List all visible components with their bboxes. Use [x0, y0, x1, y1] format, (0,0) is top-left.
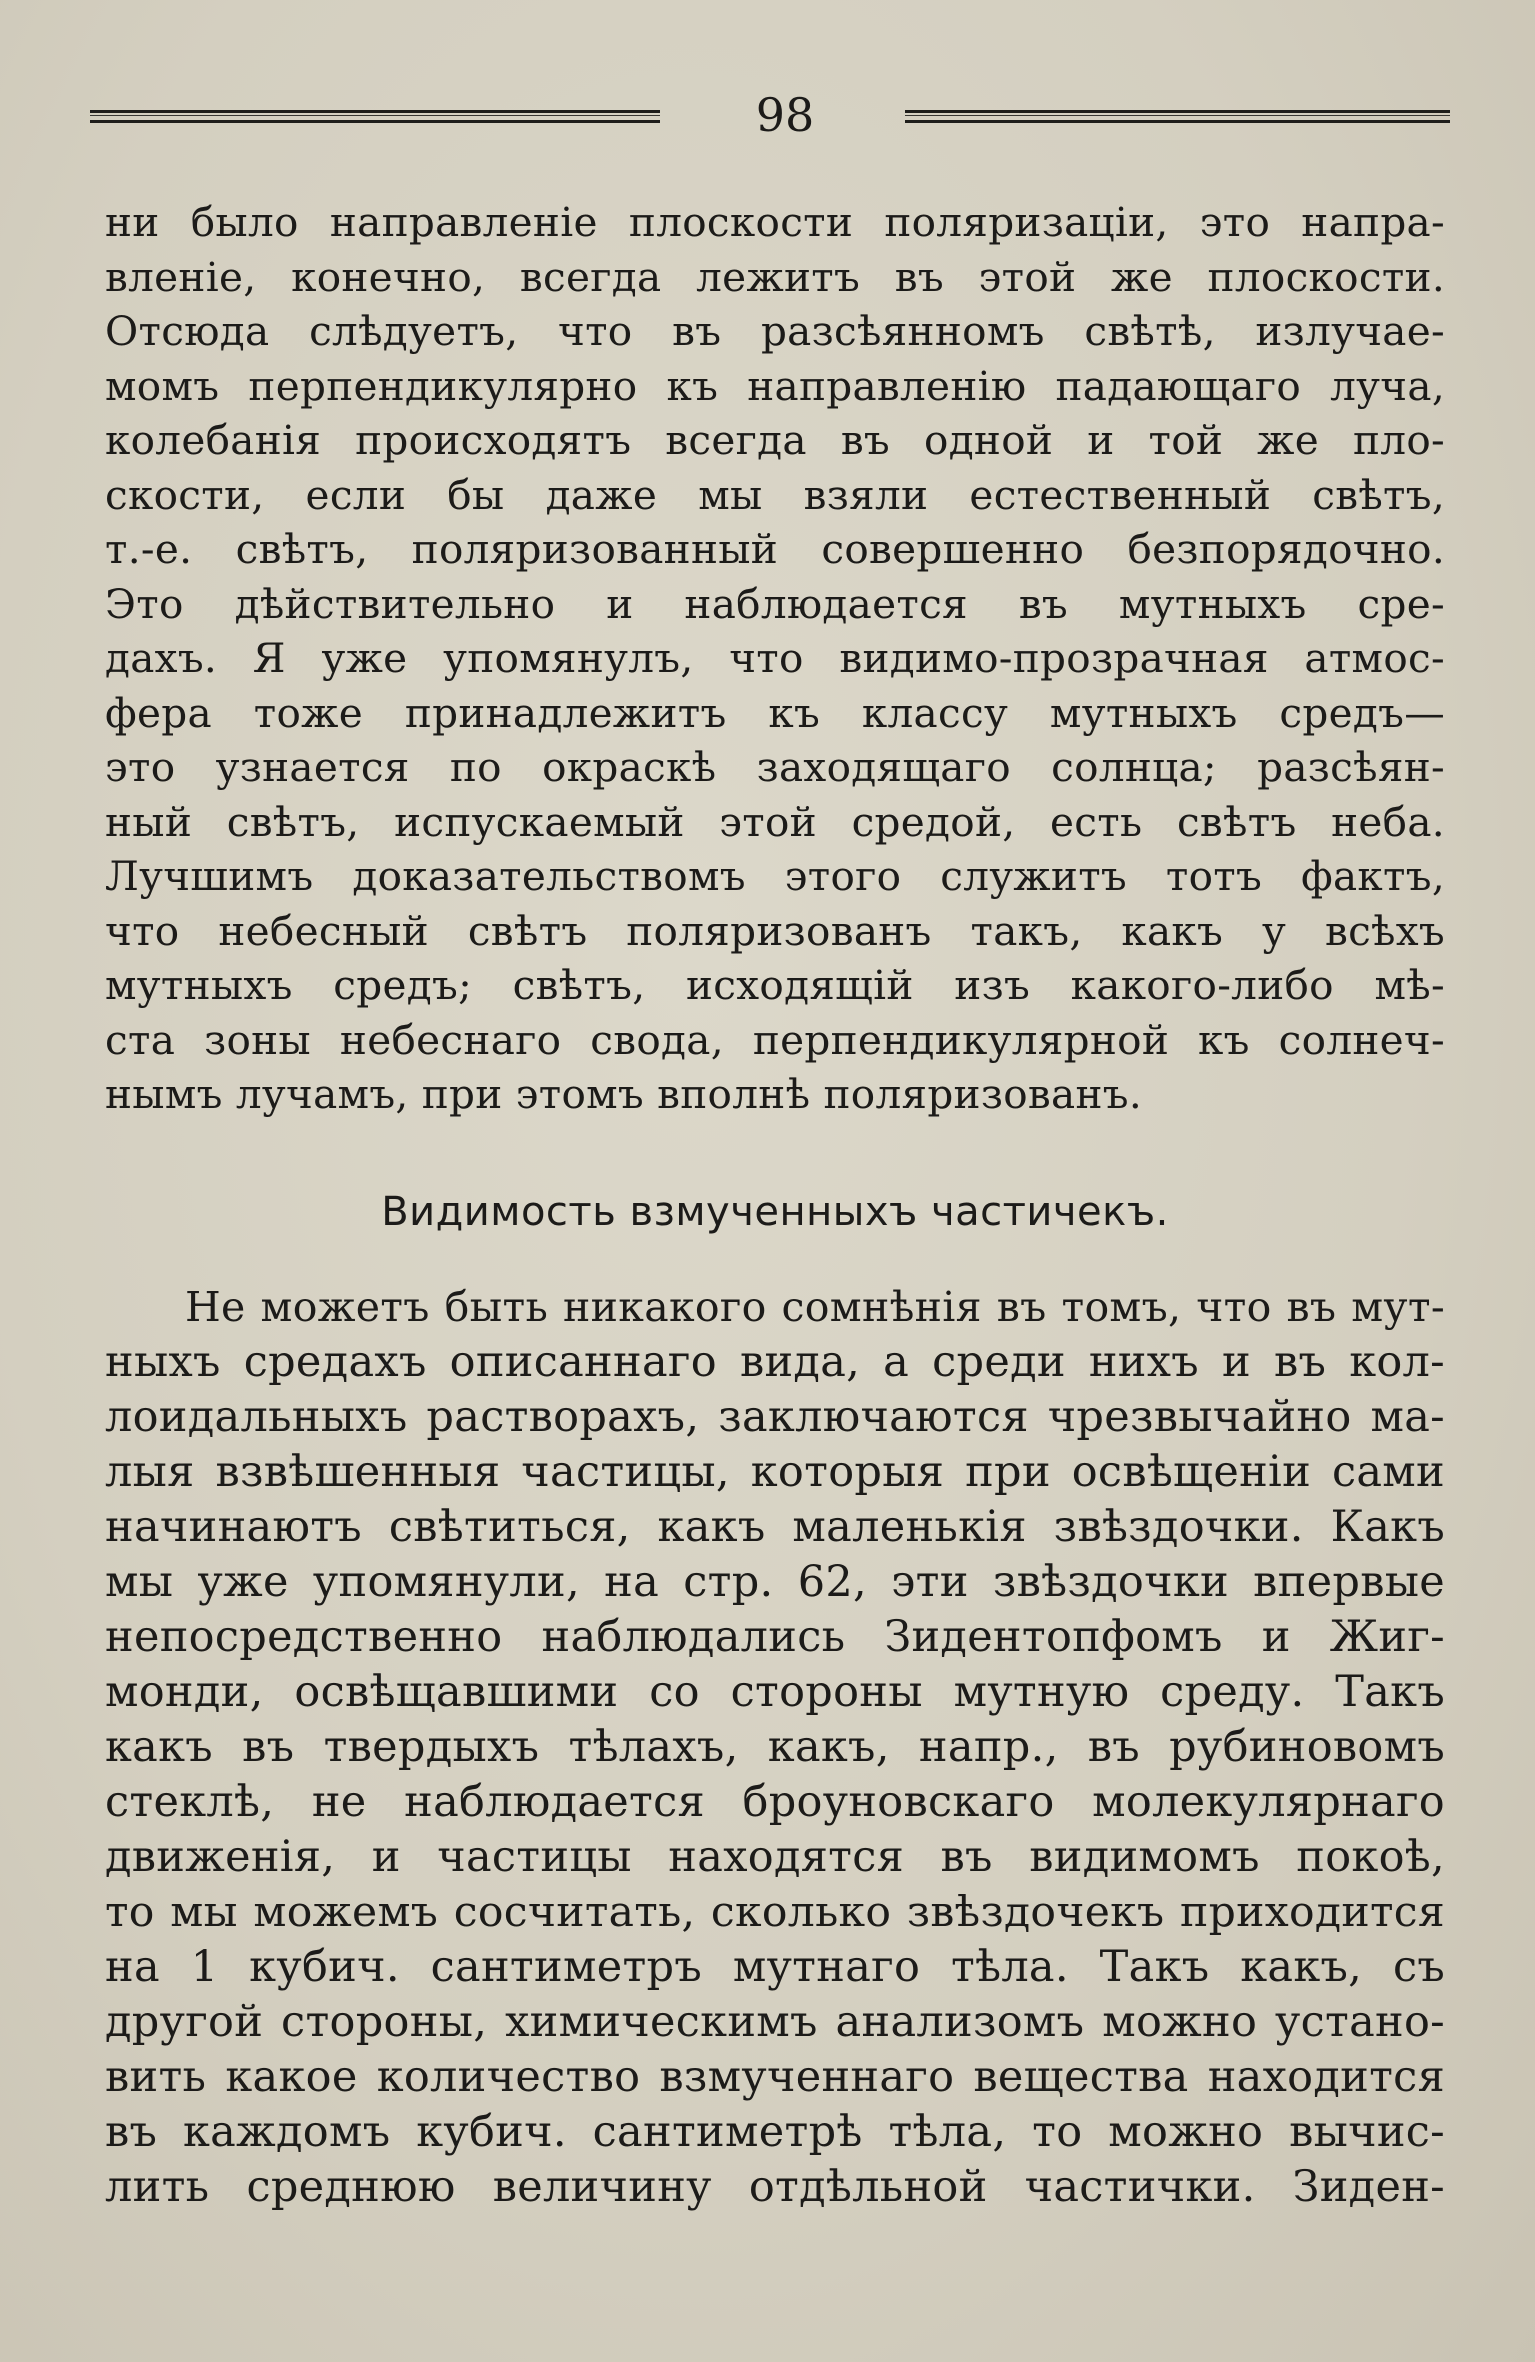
text-line: что небесный свѣтъ поляризованъ такъ, какъ у всѣхъ	[105, 906, 1445, 955]
text-line: Лучшимъ доказательствомъ этого служитъ тотъ фактъ,	[105, 852, 1445, 900]
text-line: движенія, и частицы находятся въ видимомъ покоѣ,	[105, 1832, 1445, 1882]
text-line: ныхъ средахъ описаннаго вида, а среди нихъ и въ кол-	[105, 1337, 1445, 1387]
text-line: скости, если бы даже мы взяли естественный свѣтъ,	[105, 470, 1445, 519]
text-line: вить какое количество взмученнаго вещества находится	[105, 2052, 1445, 2102]
header-rule-right	[905, 110, 1450, 123]
text-line: ный свѣтъ, испускаемый этой средой, есть свѣтъ неба.	[105, 797, 1445, 846]
text-line: мы уже упомянули, на стр. 62, эти звѣздочки впервые	[105, 1557, 1445, 1607]
text-line: лоидальныхъ растворахъ, заключаются чрезвычайно ма-	[105, 1392, 1445, 1442]
text-line: то мы можемъ сосчитать, сколько звѣздочекъ приходится	[105, 1888, 1445, 1937]
section-title: Видимость взмученныхъ частичекъ.	[381, 1189, 1169, 1235]
text-line: лить среднюю величину отдѣльной частички. Зиден-	[105, 2162, 1445, 2212]
text-line: въ каждомъ кубич. сантиметрѣ тѣла, то можно вычис-	[105, 2107, 1445, 2157]
text-line: Отсюда слѣдуетъ, что въ разсѣянномъ свѣтѣ, излучае-	[105, 307, 1445, 355]
text-line: это узнается по окраскѣ заходящаго солнца; разсѣян-	[105, 743, 1445, 791]
text-line: стеклѣ, не наблюдается броуновскаго молекулярнаго	[105, 1777, 1445, 1827]
text-line: нымъ лучамъ, при этомъ вполнѣ поляризованъ.	[105, 1070, 1142, 1118]
text-line: непосредственно наблюдались Зидентопфомъ и Жиг-	[105, 1612, 1445, 1662]
text-line: вленіе, конечно, всегда лежитъ въ этой же плоскости.	[105, 252, 1445, 301]
text-line: лыя взвѣшенныя частицы, которыя при освѣщеніи сами	[105, 1447, 1445, 1497]
text-line: колебанія происходятъ всегда въ одной и той же пло-	[105, 416, 1445, 464]
text-line: ни было направленіе плоскости поляризаціи, это напра-	[105, 198, 1445, 246]
paragraph-2	[105, 1280, 1445, 2215]
text-line: т.-е. свѣтъ, поляризованный совершенно безпорядочно.	[105, 525, 1445, 573]
text-line: монди, освѣщавшими со стороны мутную среду. Такъ	[105, 1667, 1445, 1717]
header-rule-left	[90, 110, 660, 123]
text-line: момъ перпендикулярно къ направленію падающаго луча,	[105, 361, 1445, 410]
paragraph-1	[105, 195, 1445, 1122]
page-number: 98	[755, 88, 815, 142]
page-header	[90, 90, 1450, 140]
text-line: начинаютъ свѣтиться, какъ маленькія звѣздочки. Какъ	[105, 1502, 1445, 1552]
text-line: Это дѣйствительно и наблюдается въ мутныхъ сре-	[105, 579, 1445, 628]
text-line: дахъ. Я уже упомянулъ, что видимо-прозрачная атмос-	[105, 634, 1445, 682]
text-line: фера тоже принадлежитъ къ классу мутныхъ средъ—	[105, 688, 1445, 737]
text-line: на 1 кубич. сантиметръ мутнаго тѣла. Такъ какъ, съ	[105, 1942, 1445, 1992]
text-line: другой стороны, химическимъ анализомъ можно устано-	[105, 1997, 1445, 2047]
text-line: какъ въ твердыхъ тѣлахъ, какъ, напр., въ рубиновомъ	[105, 1722, 1445, 1772]
text-line: мутныхъ средъ; свѣтъ, исходящій изъ какого-либо мѣ-	[105, 961, 1445, 1009]
text-line: ста зоны небеснаго свода, перпендикулярной къ солнеч-	[105, 1015, 1445, 1064]
text-line: Не можетъ быть никакого сомнѣнія въ томъ, что въ мут-	[185, 1283, 1445, 1331]
